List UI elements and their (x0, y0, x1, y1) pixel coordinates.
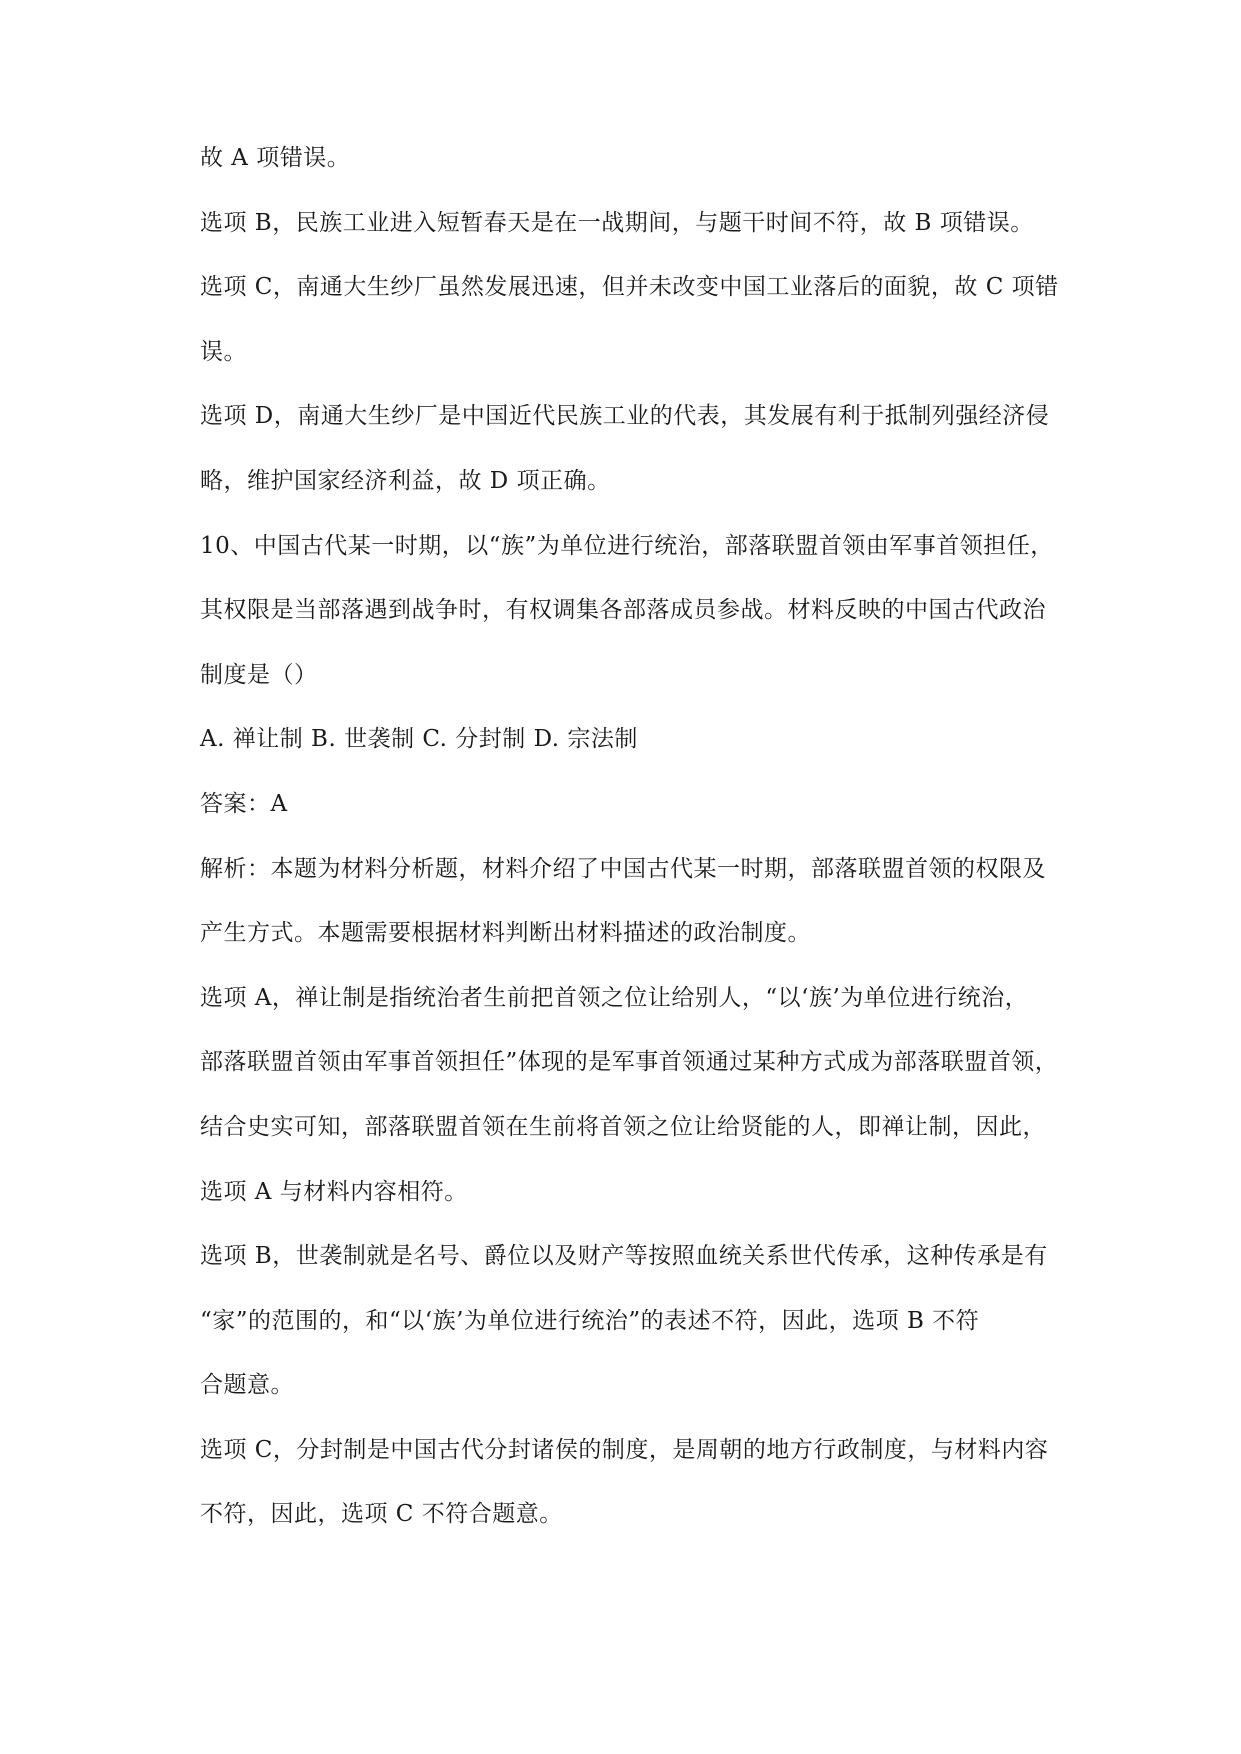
text-line: 误。 (200, 338, 247, 365)
answer-line: 答案：A (200, 790, 288, 817)
document-body (200, 140, 1100, 1561)
question-stem-line: 制度是（） (200, 661, 318, 688)
text-line: 选项 B，世袭制就是名号、爵位以及财产等按照血统关系世代传承，这种传承是有 (200, 1243, 1048, 1270)
text-line: 选项 C，分封制是中国古代分封诸侯的制度，是周朝的地方行政制度，与材料内容 (200, 1436, 1049, 1463)
text-line: 选项 A，禅让制是指统治者生前把首领之位让给别人，“以‘族’为单位进行统治， (200, 984, 1029, 1011)
text-line: 选项 C，南通大生纱厂虽然发展迅速，但并未改变中国工业落后的面貌，故 C 项错 (200, 274, 1059, 301)
text-line: 故 A 项错误。 (200, 145, 351, 171)
text-line: 部落联盟首领由军事首领担任”体现的是军事首领通过某种方式成为部落联盟首领， (200, 1049, 1059, 1076)
text-line: 合题意。 (200, 1372, 294, 1399)
text-line: 不符，因此，选项 C 不符合题意。 (200, 1501, 563, 1528)
question-stem-line: 其权限是当部落遇到战争时，有权调集各部落成员参战。材料反映的中国古代政治 (200, 597, 1046, 624)
question-stem-line: 10、中国古代某一时期，以“族”为单位进行统治，部落联盟首领由军事首领担任， (200, 532, 1054, 559)
text-line: 选项 D，南通大生纱厂是中国近代民族工业的代表，其发展有利于抵制列强经济侵 (200, 403, 1050, 430)
text-line: 结合史实可知，部落联盟首领在生前将首领之位让给贤能的人，即禅让制，因此， (200, 1113, 1046, 1140)
text-line: “家”的范围的，和“以‘族’为单位进行统治”的表述不符，因此，选项 B 不符 (200, 1307, 980, 1334)
analysis-line: 产生方式。本题需要根据材料判断出材料描述的政治制度。 (200, 920, 811, 947)
question-options: A. 禅让制 B. 世袭制 C. 分封制 D. 宗法制 (200, 726, 638, 753)
text-line: 略，维护国家经济利益，故 D 项正确。 (200, 467, 611, 494)
text-line: 选项 A 与材料内容相符。 (200, 1178, 468, 1205)
analysis-line: 解析：本题为材料分析题，材料介绍了中国古代某一时期，部落联盟首领的权限及 (200, 855, 1046, 882)
text-line: 选项 B，民族工业进入短暂春天是在一战期间，与题干时间不符，故 B 项错误。 (200, 209, 1034, 236)
